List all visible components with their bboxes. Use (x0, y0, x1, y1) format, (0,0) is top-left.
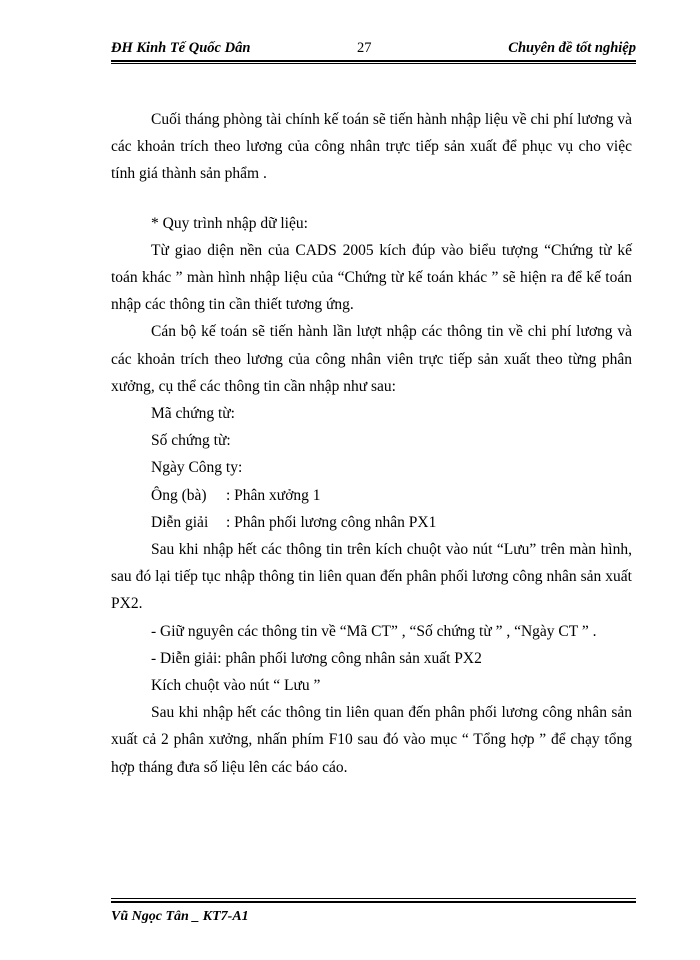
page-footer (111, 898, 636, 927)
section-heading: * Quy trình nhập dữ liệu: (151, 214, 308, 232)
bullet-keep-info: - Giữ nguyên các thông tin về “Mã CT” , “Số chứng từ ” , “Ngày CT ” . (151, 622, 597, 640)
footer-rule-thick (111, 901, 636, 903)
field-date: Ngày Công ty: (151, 459, 243, 477)
paragraph-click-save: Kích chuột vào nút “ Lưu ” (151, 677, 321, 695)
paragraph-interface: Từ giao diện nền của CADS 2005 kích đúp vào biểu tượng “Chứng từ kế toán khác ” màn hình nhập liệu của “Chứng từ kế toán khác ” sẽ hiện ra để kế toán nhập các thông tin cần thiết tương ứng. (111, 241, 632, 314)
bullet-description-px2: - Diễn giải: phân phối lương công nhân sản xuất PX2 (151, 649, 482, 667)
field-description-value: : Phân phối lương công nhân PX1 (226, 513, 437, 531)
footer-rule-thin (111, 898, 636, 899)
header-university: ĐH Kinh Tế Quốc Dân (111, 40, 251, 56)
field-person-label: Ông (bà) (151, 486, 207, 504)
paragraph-intro: Cuối tháng phòng tài chính kế toán sẽ tiến hành nhập liệu về chi phí lương và các khoản trích theo lương của công nhân trực tiếp sản xuất để phục vụ cho việc tính giá thành sản phẩm . (111, 111, 632, 183)
page-body (111, 106, 632, 781)
paragraph-summary: Sau khi nhập hết các thông tin liên quan đến phân phối lương công nhân sản xuất cả 2 phân xưởng, nhấn phím F10 sau đó vào mục “ Tổng hợp ” để chạy tổng hợp tháng đưa số liệu lên các báo cáo. (111, 704, 632, 776)
header-document-type: Chuyên đề tốt nghiệp (508, 40, 636, 56)
field-description-label: Diễn giải (151, 513, 209, 531)
field-description (111, 509, 632, 536)
field-voucher-code: Mã chứng từ: (151, 405, 235, 423)
field-voucher-number: Số chứng từ: (151, 432, 231, 450)
footer-author: Vũ Ngọc Tân _ KT7-A1 (111, 909, 249, 924)
field-person (111, 482, 632, 509)
paragraph-save-px1: Sau khi nhập hết các thông tin trên kích chuột vào nút “Lưu” trên màn hình, sau đó lại tiếp tục nhập thông tin liên quan đến phân phối lương công nhân sản xuất PX2. (111, 541, 632, 613)
paragraph-gap (111, 188, 632, 210)
paragraph-procedure: Cán bộ kế toán sẽ tiến hành lần lượt nhập các thông tin về chi phí lương và các khoản trích theo lương của công nhân viên trực tiếp sản xuất theo từng phân xưởng, cụ thể các thông tin cần nhập như sau: (111, 323, 632, 395)
page-header (111, 38, 636, 66)
page-number: 27 (357, 40, 372, 56)
header-rule-thick (111, 60, 636, 62)
field-person-value: : Phân xưởng 1 (226, 486, 321, 504)
header-rule-thin (111, 63, 636, 64)
